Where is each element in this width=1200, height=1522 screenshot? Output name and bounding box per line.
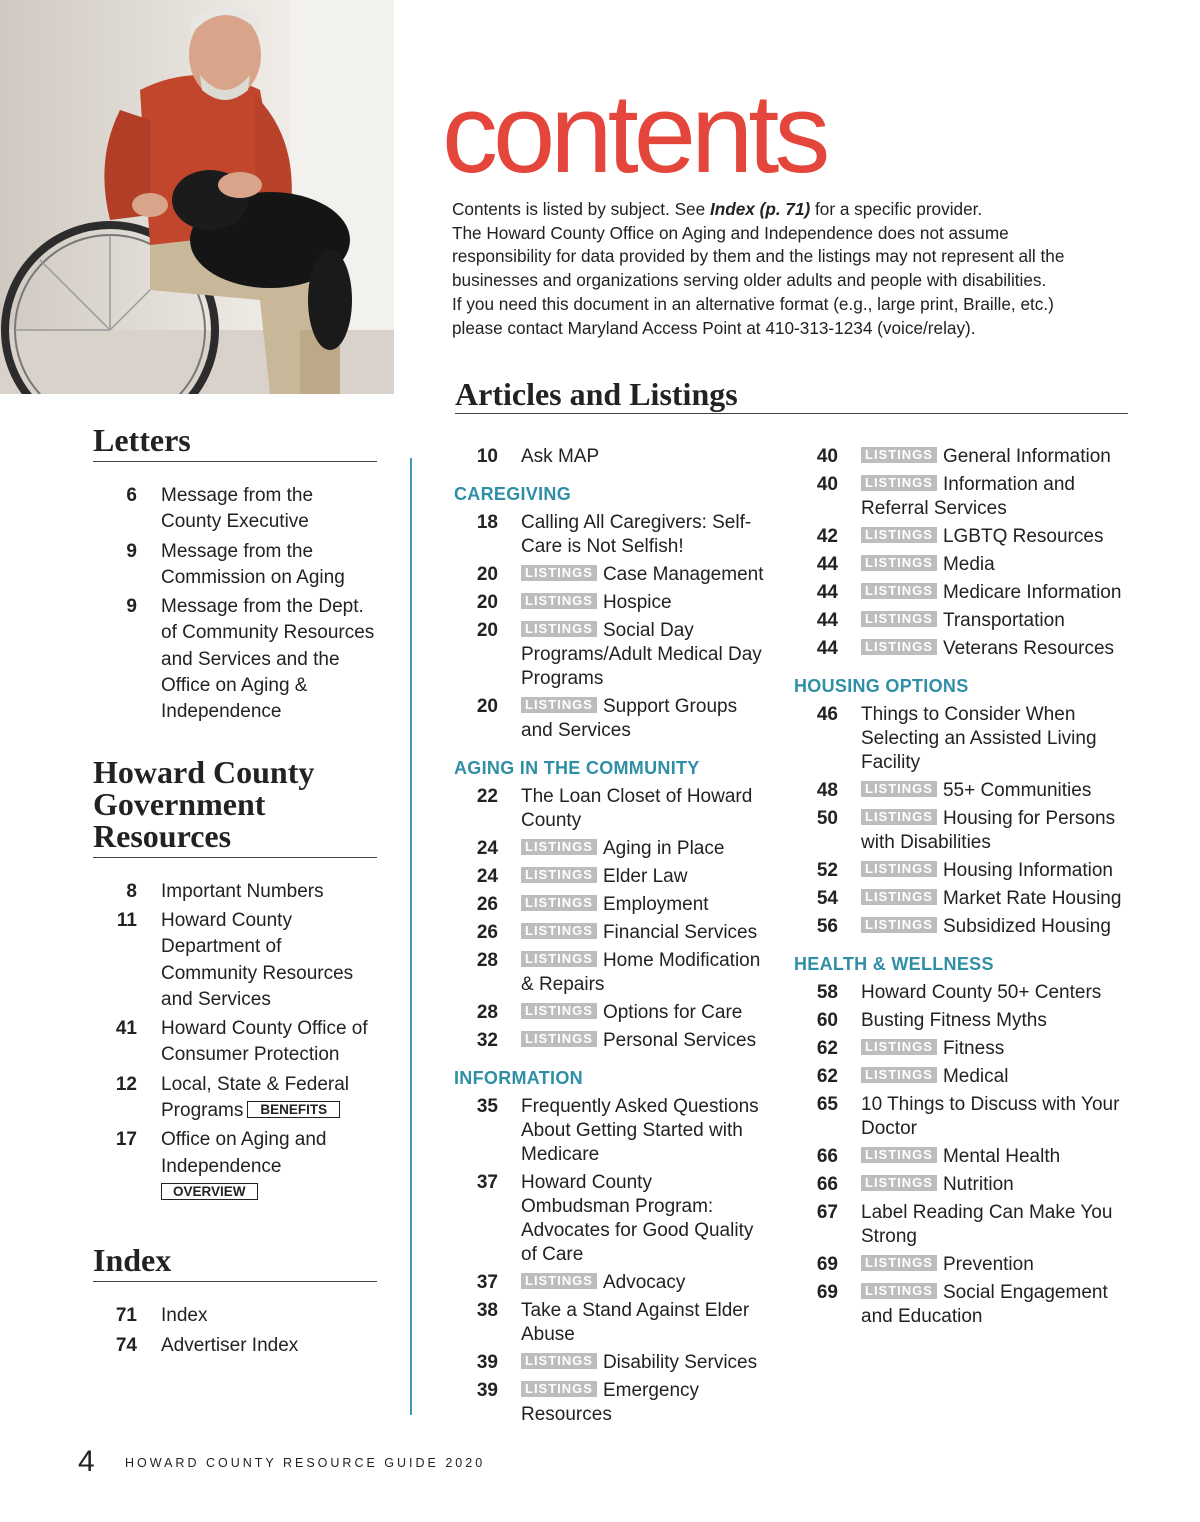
- toc-entry[interactable]: 12 Local, State & Federal Programs BENEFITS: [115, 1073, 349, 1122]
- toc-article-entry[interactable]: [794, 1093, 1134, 1141]
- entry-text: [861, 1037, 1134, 1061]
- index-heading: Index: [93, 1244, 377, 1282]
- entry-text: [861, 1065, 1134, 1089]
- page-ref: 44: [816, 554, 838, 575]
- listings-badge: LISTINGS: [861, 1175, 937, 1191]
- page-ref: 56: [816, 916, 838, 937]
- entry-label: 10 Things to Discuss with Your Doctor: [861, 1094, 1120, 1139]
- page-ref: 54: [816, 888, 838, 909]
- toc-listing-entry[interactable]: [794, 473, 1134, 521]
- entry-label: Frequently Asked Questions About Getting Started with Medicare: [521, 1096, 759, 1165]
- entry-label: Things to Consider When Selecting an Assisted Living Facility: [861, 704, 1097, 773]
- section-heading: INFORMATION: [454, 1068, 583, 1088]
- page-ref: 37: [476, 1172, 498, 1193]
- entry-text: [861, 887, 1134, 911]
- entry-text: [861, 637, 1134, 661]
- entry-label: The Loan Closet of Howard County: [521, 786, 753, 831]
- entry-label: Housing for Persons with Disabilities: [861, 808, 1116, 853]
- entry-label: Media: [942, 554, 995, 575]
- entry-text: [861, 915, 1134, 939]
- entry-text: [521, 1299, 764, 1347]
- page-ref: 65: [816, 1094, 838, 1115]
- listings-badge: LISTINGS: [861, 1147, 937, 1163]
- entry-label: Disability Services: [602, 1352, 758, 1373]
- entry-text: [861, 779, 1134, 803]
- entry-label: Financial Services: [602, 922, 758, 943]
- entry-label: Market Rate Housing: [942, 888, 1122, 909]
- entry-label: Label Reading Can Make You Strong: [861, 1202, 1113, 1247]
- entry-label: Information and Referral Services: [861, 474, 1075, 519]
- toc-listing-entry[interactable]: [794, 887, 1134, 911]
- articles-column-right: [794, 445, 1134, 1333]
- listings-badge: LISTINGS: [861, 809, 937, 825]
- entry-text: [521, 785, 764, 833]
- column-divider: [410, 458, 412, 1415]
- page-ref: 28: [476, 950, 498, 971]
- listings-badge: LISTINGS: [521, 593, 597, 609]
- entry-text: [861, 1093, 1134, 1141]
- entry-text: [861, 473, 1134, 521]
- entry-label: Medical: [942, 1066, 1009, 1087]
- entry-label: Calling All Caregivers: Self-Care is Not Selfish!: [521, 512, 752, 557]
- entry-text: [861, 1201, 1134, 1249]
- intro-line-1: Contents is listed by subject. See Index (p. 71) for a specific provider.: [452, 199, 983, 219]
- entry-label: Emergency Resources: [521, 1380, 700, 1425]
- articles-heading: Articles and Listings: [455, 376, 738, 412]
- listings-badge: LISTINGS: [861, 917, 937, 933]
- page-ref: 44: [816, 638, 838, 659]
- entry-text: [521, 1001, 764, 1025]
- entry-text: [861, 1173, 1134, 1197]
- page-ref: 28: [476, 1002, 498, 1023]
- listings-badge: LISTINGS: [861, 1283, 937, 1299]
- listings-badge: LISTINGS: [521, 697, 597, 713]
- intro-line-3: If you need this document in an alternative format (e.g., large print, Braille, etc.) please contact Maryland Access Point at 410-313-1234 (voice/relay).: [452, 293, 1054, 338]
- toc-listing-entry[interactable]: [454, 591, 764, 615]
- toc-entry[interactable]: 41 Howard County Office of Consumer Protection: [115, 1018, 368, 1066]
- overview-tag: OVERVIEW: [161, 1183, 258, 1200]
- page-ref: 40: [816, 474, 838, 495]
- section-heading: CAREGIVING: [454, 484, 572, 504]
- left-column: [93, 424, 377, 1362]
- entry-label: Options for Care: [602, 1002, 743, 1023]
- toc-article-entry[interactable]: [794, 703, 1134, 775]
- toc-list: [454, 445, 764, 469]
- entry-label: Take a Stand Against Elder Abuse: [521, 1300, 750, 1345]
- page-ref: 67: [816, 1202, 838, 1223]
- listings-badge: LISTINGS: [861, 583, 937, 599]
- toc-listing-entry[interactable]: [454, 563, 764, 587]
- page-number: 4: [78, 1445, 95, 1478]
- toc-listing-entry[interactable]: [794, 445, 1134, 469]
- listings-badge: LISTINGS: [521, 951, 597, 967]
- listings-badge: LISTINGS: [861, 555, 937, 571]
- toc-listing-entry[interactable]: [794, 553, 1134, 577]
- listings-badge: LISTINGS: [521, 895, 597, 911]
- page-ref: 46: [816, 704, 838, 725]
- toc-entry[interactable]: 9 Message from the Commission on Aging: [126, 540, 345, 588]
- entry-text: [861, 553, 1134, 577]
- toc-listing-entry[interactable]: [454, 921, 764, 945]
- entry-text: [861, 525, 1134, 549]
- toc-listing-entry[interactable]: [794, 581, 1134, 605]
- intro-text: [452, 198, 1092, 340]
- entry-label: Hospice: [602, 592, 672, 613]
- listings-badge: LISTINGS: [521, 923, 597, 939]
- page-ref: 26: [476, 894, 498, 915]
- toc-article-entry[interactable]: [794, 1009, 1134, 1033]
- section-heading: HEALTH & WELLNESS: [794, 954, 994, 974]
- index-reference[interactable]: Index (p. 71): [709, 199, 811, 219]
- page-ref: 22: [476, 786, 498, 807]
- entry-label: LGBTQ Resources: [942, 526, 1104, 547]
- toc-listing-entry[interactable]: [794, 525, 1134, 549]
- page-ref: 66: [816, 1174, 838, 1195]
- listings-badge: LISTINGS: [521, 1353, 597, 1369]
- entry-label: Howard County Ombudsman Program: Advocates for Good Quality of Care: [521, 1172, 754, 1265]
- listings-badge: LISTINGS: [521, 1031, 597, 1047]
- entry-text: [861, 581, 1134, 605]
- listings-badge: LISTINGS: [861, 527, 937, 543]
- entry-text: [861, 1145, 1134, 1169]
- letters-heading: Letters: [93, 424, 377, 462]
- man-wheelchair-dog-illustration: [0, 0, 394, 394]
- page-ref: 37: [476, 1272, 498, 1293]
- toc-entry[interactable]: 71 Index: [115, 1305, 208, 1327]
- entry-label: Fitness: [942, 1038, 1005, 1059]
- toc-listing-entry[interactable]: [794, 779, 1134, 803]
- hero-photo: [0, 0, 394, 394]
- entry-text: [861, 981, 1134, 1005]
- page-ref: 62: [816, 1038, 838, 1059]
- toc-listing-entry[interactable]: [794, 1145, 1134, 1169]
- entry-label: General Information: [942, 446, 1111, 467]
- listings-badge: LISTINGS: [861, 639, 937, 655]
- letters-list: [93, 483, 377, 726]
- entry-label: Social Engagement and Education: [861, 1282, 1108, 1327]
- articles-rule: [455, 413, 1128, 414]
- toc-list: [454, 1095, 764, 1427]
- entry-label: Support Groups and Services: [521, 696, 738, 741]
- entry-text: [521, 695, 764, 743]
- entry-text: [521, 1271, 764, 1295]
- toc-listing-entry[interactable]: [454, 1001, 764, 1025]
- toc-listing-entry[interactable]: [454, 865, 764, 889]
- toc-entry[interactable]: 8 Important Numbers: [126, 880, 324, 902]
- entry-text: [861, 1253, 1134, 1277]
- toc-listing-entry[interactable]: [794, 1037, 1134, 1061]
- listings-badge: LISTINGS: [521, 839, 597, 855]
- section-heading: HOUSING OPTIONS: [794, 676, 969, 696]
- entry-text: [521, 893, 764, 917]
- toc-listing-entry[interactable]: [794, 859, 1134, 883]
- toc-entry[interactable]: 17 Office on Aging and Independence OVERVIEW: [115, 1129, 327, 1199]
- page-ref: 10: [476, 446, 498, 467]
- entry-text: [861, 445, 1134, 469]
- entry-label: Subsidized Housing: [942, 916, 1111, 937]
- page-ref: 39: [476, 1352, 498, 1373]
- toc-listing-entry[interactable]: [454, 1029, 764, 1053]
- page-ref: 26: [476, 922, 498, 943]
- toc-article-entry[interactable]: [454, 1095, 764, 1167]
- entry-label: Nutrition: [942, 1174, 1014, 1195]
- entry-label: Veterans Resources: [942, 638, 1115, 659]
- toc-listing-entry[interactable]: [794, 915, 1134, 939]
- page-ref: 62: [816, 1066, 838, 1087]
- page-ref: 18: [476, 512, 498, 533]
- toc-article-entry[interactable]: [454, 511, 764, 559]
- toc-list: [794, 981, 1134, 1329]
- entry-text: [521, 1379, 764, 1427]
- listings-badge: LISTINGS: [861, 889, 937, 905]
- entry-text: [521, 511, 764, 559]
- entry-label: Howard County 50+ Centers: [861, 982, 1102, 1003]
- toc-listing-entry[interactable]: [794, 807, 1134, 855]
- toc-list: [454, 511, 764, 743]
- listings-badge: LISTINGS: [521, 867, 597, 883]
- listings-badge: LISTINGS: [861, 1255, 937, 1271]
- toc-list: [454, 785, 764, 1053]
- page-ref: 50: [816, 808, 838, 829]
- toc-listing-entry[interactable]: [454, 1351, 764, 1375]
- page-ref: 24: [476, 838, 498, 859]
- page-title: contents: [442, 71, 826, 196]
- entry-text: [521, 1095, 764, 1167]
- toc-list: [794, 703, 1134, 939]
- listings-badge: LISTINGS: [521, 621, 597, 637]
- listings-badge: LISTINGS: [861, 781, 937, 797]
- page-ref: 20: [476, 592, 498, 613]
- entry-label: 55+ Communities: [942, 780, 1092, 801]
- intro-line-2: The Howard County Office on Aging and Independence does not assume responsibility for data provided by them and the listings may not represent all the businesses and organizations serving older adults and people with disabilities.: [452, 222, 1065, 291]
- entry-label: Home Modification & Repairs: [521, 950, 761, 995]
- gov-heading: Howard County Government Resources: [93, 756, 377, 858]
- entry-text: [521, 1351, 764, 1375]
- entry-label: Social Day Programs/Adult Medical Day Programs: [521, 620, 762, 689]
- listings-badge: LISTINGS: [861, 447, 937, 463]
- toc-entry[interactable]: 6 Message from the County Executive: [126, 485, 314, 533]
- toc-listing-entry[interactable]: [454, 619, 764, 691]
- entry-label: Prevention: [942, 1254, 1034, 1275]
- entry-label: Busting Fitness Myths: [861, 1010, 1047, 1031]
- toc-listing-entry[interactable]: [794, 1281, 1134, 1329]
- toc-listing-entry[interactable]: [454, 695, 764, 743]
- page-ref: 24: [476, 866, 498, 887]
- page-ref: 60: [816, 1010, 838, 1031]
- listings-badge: LISTINGS: [861, 1067, 937, 1083]
- entry-label: Aging in Place: [602, 838, 725, 859]
- entry-text: [521, 619, 764, 691]
- articles-column-middle: [454, 445, 764, 1431]
- toc-listing-entry[interactable]: [794, 1173, 1134, 1197]
- toc-article-entry[interactable]: [454, 1299, 764, 1347]
- entry-label: Elder Law: [602, 866, 688, 887]
- page-ref: 44: [816, 610, 838, 631]
- toc-article-entry[interactable]: [454, 785, 764, 833]
- entry-label: Housing Information: [942, 860, 1113, 881]
- toc-listing-entry[interactable]: [794, 1065, 1134, 1089]
- page-ref: 20: [476, 620, 498, 641]
- entry-text: [861, 1281, 1134, 1329]
- toc-list: [794, 445, 1134, 661]
- footer-title: HOWARD COUNTY RESOURCE GUIDE 2020: [125, 1456, 486, 1470]
- page-ref: 66: [816, 1146, 838, 1167]
- page-ref: 20: [476, 564, 498, 585]
- listings-badge: LISTINGS: [861, 475, 937, 491]
- toc-listing-entry[interactable]: [454, 1379, 764, 1427]
- listings-badge: LISTINGS: [861, 861, 937, 877]
- entry-text: [861, 703, 1134, 775]
- entry-text: [521, 837, 764, 861]
- page-ref: 35: [476, 1096, 498, 1117]
- page-ref: 42: [816, 526, 838, 547]
- toc-entry[interactable]: 11 Howard County Department of Community Resources and Services: [116, 909, 354, 1010]
- entry-text: [521, 563, 764, 587]
- entry-text: [521, 1171, 764, 1267]
- toc-listing-entry[interactable]: [454, 893, 764, 917]
- listings-badge: LISTINGS: [861, 611, 937, 627]
- benefits-tag: BENEFITS: [247, 1101, 340, 1118]
- entry-label: Personal Services: [602, 1030, 757, 1051]
- entry-label: Mental Health: [942, 1146, 1061, 1167]
- entry-label: Advocacy: [602, 1272, 686, 1293]
- page-ref: 58: [816, 982, 838, 1003]
- entry-text: [521, 445, 764, 469]
- entry-text: [861, 1009, 1134, 1033]
- entry-text: [521, 949, 764, 997]
- toc-article-entry[interactable]: [454, 1171, 764, 1267]
- listings-badge: LISTINGS: [861, 1039, 937, 1055]
- page-ref: 48: [816, 780, 838, 801]
- toc-listing-entry[interactable]: [794, 637, 1134, 661]
- entry-label: Employment: [602, 894, 709, 915]
- toc-listing-entry[interactable]: [794, 1253, 1134, 1277]
- entry-text: [521, 1029, 764, 1053]
- page-ref: 52: [816, 860, 838, 881]
- toc-entry[interactable]: 74 Advertiser Index: [115, 1334, 299, 1356]
- entry-label: Medicare Information: [942, 582, 1122, 603]
- listings-badge: LISTINGS: [521, 1381, 597, 1397]
- page-ref: 38: [476, 1300, 498, 1321]
- listings-badge: LISTINGS: [521, 1273, 597, 1289]
- page-ref: 69: [816, 1254, 838, 1275]
- toc-listing-entry[interactable]: [454, 1271, 764, 1295]
- toc-listing-entry[interactable]: [454, 837, 764, 861]
- entry-label: Transportation: [942, 610, 1065, 631]
- entry-label: Ask MAP: [521, 446, 600, 467]
- page-ref: 44: [816, 582, 838, 603]
- page-ref: 20: [476, 696, 498, 717]
- toc-listing-entry[interactable]: [454, 949, 764, 997]
- toc-article-entry[interactable]: [794, 1201, 1134, 1249]
- toc-article-entry[interactable]: [454, 445, 764, 469]
- entry-label: Case Management: [602, 564, 764, 585]
- page-ref: 39: [476, 1380, 498, 1401]
- toc-article-entry[interactable]: [794, 981, 1134, 1005]
- page-ref: 32: [476, 1030, 498, 1051]
- entry-text: [521, 591, 764, 615]
- entry-text: [521, 921, 764, 945]
- section-heading: AGING IN THE COMMUNITY: [454, 758, 700, 778]
- entry-text: [861, 807, 1134, 855]
- page-ref: 69: [816, 1282, 838, 1303]
- entry-text: [521, 865, 764, 889]
- listings-badge: LISTINGS: [521, 1003, 597, 1019]
- toc-listing-entry[interactable]: [794, 609, 1134, 633]
- entry-text: [861, 609, 1134, 633]
- index-list: [93, 1303, 377, 1359]
- listings-badge: LISTINGS: [521, 565, 597, 581]
- toc-entry[interactable]: 9 Message from the Dept. of Community Resources and Services and the Office on Aging & Independence: [126, 596, 375, 723]
- entry-text: [861, 859, 1134, 883]
- gov-list: [93, 879, 377, 1207]
- page-ref: 40: [816, 446, 838, 467]
